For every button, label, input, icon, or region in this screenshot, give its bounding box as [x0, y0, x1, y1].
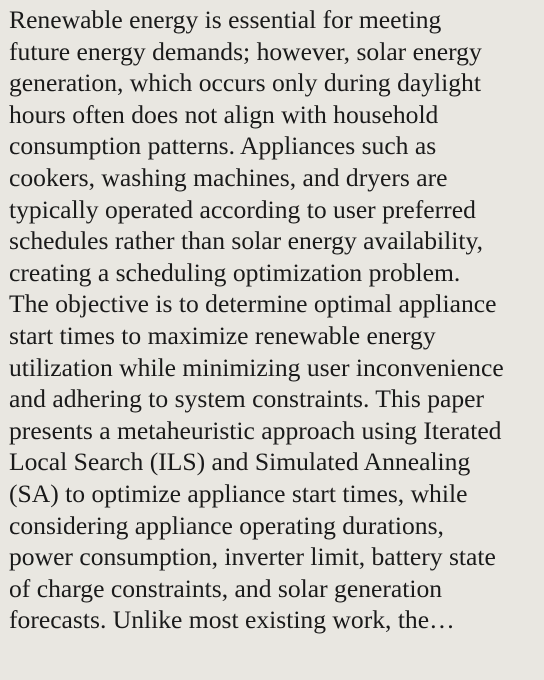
abstract-line-8: schedules rather than solar energy availability,	[9, 226, 484, 256]
abstract-line-6: cookers, washing machines, and dryers are	[9, 162, 448, 192]
abstract-line-12: utilization while minimizing user inconvenience	[9, 352, 504, 382]
abstract-line-10: The objective is to determine optimal appliance	[9, 289, 497, 319]
abstract-line-1: Renewable energy is essential for meeting	[9, 5, 442, 34]
abstract-text	[9, 4, 538, 636]
abstract-line-16: (SA) to optimize appliance start times, while	[9, 478, 468, 508]
abstract-line-13: and adhering to system constraints. This paper	[9, 384, 485, 414]
abstract-line-19: of charge constraints, and solar generation	[9, 573, 443, 603]
abstract-line-7: typically operated according to user preferred	[9, 194, 476, 224]
abstract-line-5: consumption patterns. Appliances such as	[9, 131, 437, 161]
abstract-line-17: considering appliance operating durations,	[9, 510, 444, 540]
abstract-line-9: creating a scheduling optimization problem.	[9, 257, 461, 287]
abstract-line-2: future energy demands; however, solar energy	[9, 36, 482, 66]
abstract-line-3: generation, which occurs only during daylight	[9, 68, 481, 98]
abstract-line-4: hours often does not align with household	[9, 99, 439, 129]
abstract-line-20: forecasts. Unlike most existing work, the…	[9, 605, 455, 635]
abstract-line-14: presents a metaheuristic approach using Iterated	[9, 415, 502, 445]
abstract-line-11: start times to maximize renewable energy	[9, 320, 436, 350]
abstract-line-15: Local Search (ILS) and Simulated Annealing	[9, 447, 471, 477]
abstract-line-18: power consumption, inverter limit, battery state	[9, 542, 496, 572]
